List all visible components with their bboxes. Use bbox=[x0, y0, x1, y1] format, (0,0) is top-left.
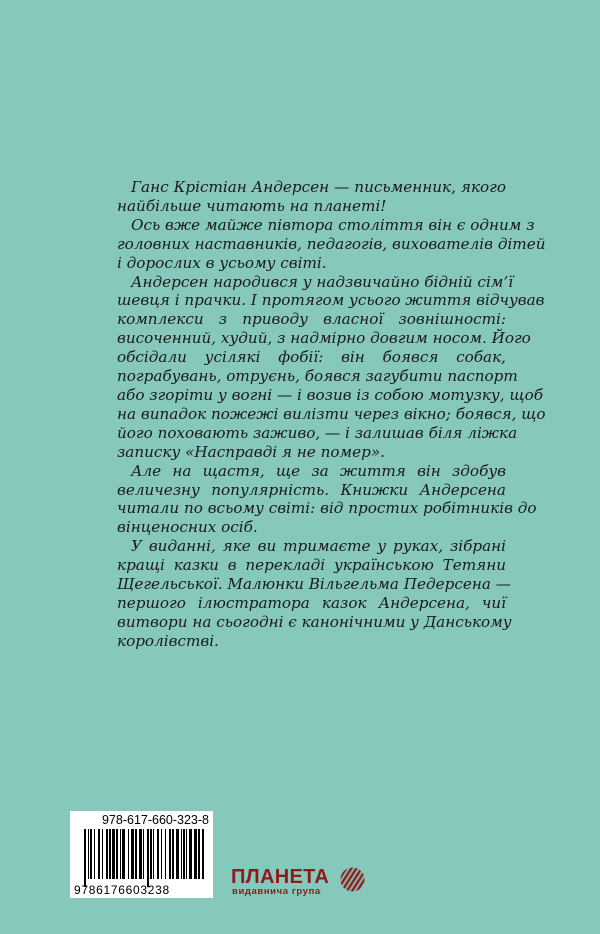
publisher-logo-subtitle: видавнича група bbox=[232, 886, 321, 897]
barcode-bar bbox=[198, 829, 200, 879]
barcode-bar bbox=[143, 829, 144, 879]
text-line: височенний, худий, з надмірно довгим носом. Його bbox=[117, 329, 531, 348]
barcode-bar bbox=[94, 829, 95, 879]
isbn-number: 978-617-660-323-8 bbox=[101, 813, 209, 827]
text-line: Але на щастя, ще за життя він здобув bbox=[131, 461, 506, 480]
text-line: У виданні, яке ви тримаєте у руках, зібрані bbox=[131, 537, 506, 556]
text-line: головних наставників, педагогів, вихователів дітей bbox=[117, 234, 546, 253]
barcode-bar bbox=[102, 829, 103, 879]
text-line: читали по всьому світі: від простих робітників до bbox=[117, 499, 537, 518]
barcode-bar bbox=[88, 829, 89, 879]
back-cover-annotation bbox=[117, 178, 546, 651]
barcode-bar bbox=[183, 829, 185, 879]
text-line: Андерсен народився у надзвичайно бідній сім’ї bbox=[131, 272, 514, 291]
barcode-bar bbox=[122, 829, 125, 879]
text-line: найбільше читають на планеті! bbox=[117, 196, 387, 215]
annotation-paragraph bbox=[117, 215, 546, 273]
barcode-bar bbox=[150, 829, 152, 879]
barcode-bar bbox=[90, 829, 92, 879]
text-line: його поховають заживо, — і залишав біля ліжка bbox=[117, 423, 518, 442]
barcode-bar bbox=[112, 829, 115, 879]
barcode-bar bbox=[181, 829, 182, 879]
text-line: записку «Насправді я не помер». bbox=[117, 442, 385, 461]
text-line: обсідали усілякі фобії: він боявся собак, bbox=[117, 348, 506, 367]
barcode-bar bbox=[120, 829, 121, 879]
text-line: Щегельської. Малюнки Вільгельма Педерсена — bbox=[117, 575, 511, 594]
barcode-bar bbox=[98, 829, 100, 879]
barcode-bar bbox=[106, 829, 108, 879]
annotation-paragraph bbox=[117, 272, 546, 462]
barcode-bar bbox=[194, 829, 197, 879]
publisher-logo-name: ПЛАНЕТА bbox=[231, 866, 330, 888]
text-line: кращі казки в перекладі українською Тетяни bbox=[117, 556, 506, 575]
barcode-bar bbox=[176, 829, 179, 879]
barcode-bar bbox=[153, 829, 154, 879]
publisher-globe-icon bbox=[340, 867, 365, 892]
text-line: першого ілюстратора казок Андерсена, чиї bbox=[117, 593, 506, 612]
text-line: або згоріти у вогні — і возив із собою мотузку, щоб bbox=[117, 385, 543, 404]
barcode-bar bbox=[128, 829, 129, 879]
barcode-bar bbox=[131, 829, 134, 879]
barcode-bar bbox=[116, 829, 118, 879]
barcode-bar bbox=[135, 829, 137, 879]
text-line: вінценосних осіб. bbox=[117, 518, 258, 537]
barcode-digits: 9786176603238 bbox=[74, 883, 170, 897]
text-line: на випадок пожежі вилізти через вікно; боявся, що bbox=[117, 404, 546, 423]
text-line: і дорослих в усьому світі. bbox=[117, 253, 327, 272]
text-line: королівстві. bbox=[117, 631, 219, 650]
annotation-paragraph bbox=[117, 537, 512, 650]
annotation-paragraph bbox=[117, 461, 537, 538]
barcode-bar bbox=[161, 829, 162, 879]
barcode-bar bbox=[84, 829, 86, 887]
barcode-bar bbox=[202, 829, 204, 879]
barcode-bar bbox=[109, 829, 111, 879]
text-line: величезну популярність. Книжки Андерсена bbox=[117, 480, 506, 499]
text-line: шевця і прачки. І протягом усього життя відчував bbox=[117, 291, 545, 310]
text-line: витвори на сьогодні є канонічними у Данському bbox=[117, 612, 512, 631]
text-line: Ганс Крістіан Андерсен — письменник, якого bbox=[131, 178, 506, 196]
barcode-bar bbox=[157, 829, 159, 879]
text-line: Ось вже майже півтора століття він є одним з bbox=[131, 215, 535, 234]
text-line: комплекси з приводу власної зовнішності: bbox=[117, 310, 506, 329]
annotation-paragraph bbox=[117, 178, 506, 216]
barcode-bar bbox=[189, 829, 192, 879]
barcode-bar bbox=[139, 829, 142, 879]
text-line: пограбувань, отруєнь, боявся загубити паспорт bbox=[117, 367, 518, 386]
barcode-bar bbox=[186, 829, 187, 879]
isbn-barcode bbox=[70, 811, 213, 898]
barcode-bar bbox=[165, 829, 166, 879]
barcode-bar bbox=[147, 829, 149, 887]
barcode-bars bbox=[84, 829, 209, 887]
barcode-bar bbox=[169, 829, 171, 879]
barcode-bar bbox=[172, 829, 174, 879]
